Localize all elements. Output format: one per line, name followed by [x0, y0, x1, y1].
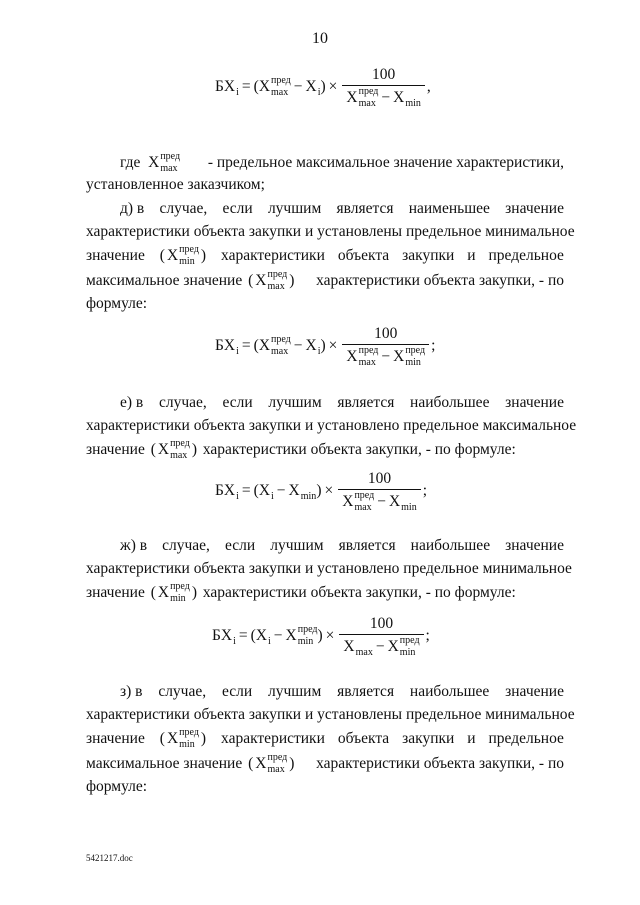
paragraph-line: максимальное значение ( X пред max ) характеристики объекта закупки, - по	[86, 752, 564, 775]
paragraph-e-line-1: е) в случае, если лучшим является наибольшее значение	[120, 394, 564, 411]
formula-3: БX i = ( X i − X min ) × 100 X пред max − X min ;	[215, 470, 428, 513]
fraction: 100 X пред max − X min	[342, 66, 424, 108]
paragraph-line: установленное заказчиком;	[86, 176, 265, 193]
formula-1: БX i = ( X пред max − X i ) × 100 X пред max − X min ,	[215, 66, 431, 109]
paragraph-line: характеристики объекта закупки и установлено предельное минимальное	[86, 560, 572, 577]
paragraph-z-line-1: з) в случае, если лучшим является наибольшее значение	[120, 683, 564, 700]
paragraph-line: значение ( X пред min ) характеристики объекта закупки и предельное	[86, 244, 564, 267]
paragraph-d-line-1: д) в случае, если лучшим является наименьшее значение	[120, 200, 564, 217]
formula-2: БX i = ( X пред max − X i ) × 100 X пред max − X пред min ;	[215, 325, 436, 368]
page-number: 10	[312, 30, 328, 47]
paragraph-line: значение ( X пред min ) характеристики объекта закупки и предельное	[86, 727, 564, 750]
fraction: 100 X max − X пред min	[339, 615, 423, 657]
fraction: 100 X пред max − X min	[338, 470, 420, 512]
paragraph-line: формуле:	[86, 778, 148, 795]
paragraph-line: формуле:	[86, 295, 148, 312]
footer-filename: 5421217.doc	[86, 853, 133, 863]
paragraph-line: максимальное значение ( X пред max ) характеристики объекта закупки, - по	[86, 269, 564, 292]
paragraph-line: характеристики объекта закупки и установлены предельное минимальное	[86, 706, 575, 723]
fraction: 100 X пред max − X пред min	[342, 325, 429, 367]
paragraph-line: характеристики объекта закупки и установлено предельное максимальное	[86, 417, 577, 434]
formula-4: БX i = ( X i − X пред min ) × 100 X max − X пред min ;	[212, 615, 430, 658]
paragraph-line: значение ( X пред max ) характеристики объекта закупки, - по формуле:	[86, 438, 516, 461]
paragraph-line: значение ( X пред min ) характеристики объекта закупки, - по формуле:	[86, 581, 516, 604]
paragraph-line: характеристики объекта закупки и установлены предельное минимальное	[86, 223, 575, 240]
paragraph-line: где X пред max - предельное максимальное значение характеристики,	[120, 151, 564, 174]
paragraph-zh-line-1: ж) в случае, если лучшим является наибольшее значение	[120, 537, 564, 554]
